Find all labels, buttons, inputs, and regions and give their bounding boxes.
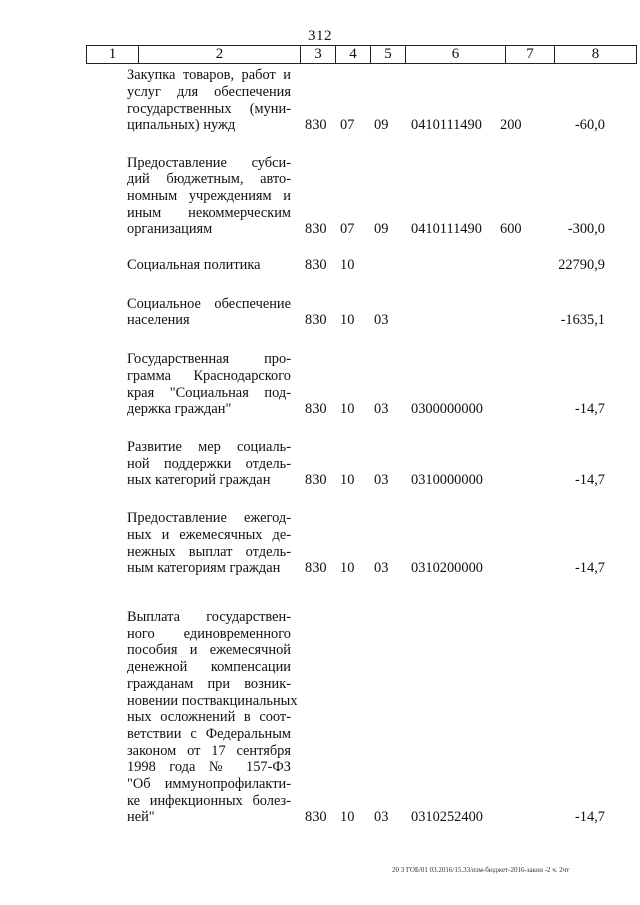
table-row xyxy=(0,489,640,577)
row-admin-code: 830 xyxy=(305,472,327,489)
row-name-line: ней" xyxy=(127,809,155,826)
row-name-line: ке инфекционных болез- xyxy=(127,792,291,809)
row-name-line: услуг для обеспечения xyxy=(127,83,291,100)
row-name xyxy=(127,257,291,274)
row-amount: 22790,9 xyxy=(558,257,605,274)
row-section: 10 xyxy=(340,560,355,577)
row-name xyxy=(127,296,291,329)
row-name-line: денежной компенсации xyxy=(127,659,291,676)
row-target-article: 0310252400 xyxy=(411,809,483,826)
row-target-article: 0410111490 xyxy=(411,221,482,238)
header-col-6: 6 xyxy=(406,46,506,64)
row-name-line: нежных выплат отдель- xyxy=(127,543,291,560)
table-row xyxy=(0,134,640,238)
row-subsection: 09 xyxy=(374,221,389,238)
row-name-line: ной поддержки отдель- xyxy=(127,455,291,472)
row-section: 10 xyxy=(340,809,355,826)
row-section: 10 xyxy=(340,312,355,329)
row-name xyxy=(127,439,291,489)
table-row xyxy=(0,62,640,134)
row-name xyxy=(127,67,291,134)
row-target-article: 0300000000 xyxy=(411,401,483,418)
row-name-line: пособия и ежемесячной xyxy=(127,642,291,659)
row-amount: -14,7 xyxy=(575,401,605,418)
row-name-line: держка граждан" xyxy=(127,401,232,418)
header-col-5: 5 xyxy=(371,46,406,64)
row-section: 10 xyxy=(340,401,355,418)
header-col-8: 8 xyxy=(555,46,637,64)
row-name-line: ного единовременного xyxy=(127,625,291,642)
header-col-3: 3 xyxy=(301,46,336,64)
row-section: 10 xyxy=(340,257,355,274)
document-footer-code: 20 3 ГОБ/01 03.2016/15.33/изм-бюджет-2016-закон -2 ч. 2чт xyxy=(392,866,570,874)
row-name-line: грамма Краснодарского xyxy=(127,367,291,384)
budget-table-body xyxy=(0,62,640,826)
row-name-line: дий бюджетным, авто- xyxy=(127,171,291,188)
row-target-article: 0410111490 xyxy=(411,117,482,134)
row-admin-code: 830 xyxy=(305,312,327,329)
row-name-line: Закупка товаров, работ и xyxy=(127,67,291,84)
table-row xyxy=(0,274,640,329)
page-number: 312 xyxy=(308,28,332,44)
row-name-line: Предоставление ежегод- xyxy=(127,510,291,527)
row-expense-type: 200 xyxy=(500,117,522,134)
row-name xyxy=(127,510,291,577)
row-name-line: законом от 17 сентября xyxy=(127,742,291,759)
row-name xyxy=(127,351,291,418)
row-target-article: 0310000000 xyxy=(411,472,483,489)
header-col-4: 4 xyxy=(336,46,371,64)
header-col-7: 7 xyxy=(506,46,555,64)
row-name-line: ветствии с Федеральным xyxy=(127,725,291,742)
row-name-line: ных категорий граждан xyxy=(127,472,271,489)
row-admin-code: 830 xyxy=(305,560,327,577)
table-row xyxy=(0,238,640,274)
row-amount: -300,0 xyxy=(567,221,605,238)
row-name-line: Социальное обеспечение xyxy=(127,295,291,312)
row-name-line: населения xyxy=(127,312,190,329)
row-amount: -14,7 xyxy=(575,809,605,826)
row-name-line: Выплата государствен- xyxy=(127,609,291,626)
row-subsection: 03 xyxy=(374,312,389,329)
header-col-2: 2 xyxy=(139,46,301,64)
row-name-line: государственных (муни- xyxy=(127,100,291,117)
row-name xyxy=(127,155,291,238)
row-subsection: 03 xyxy=(374,472,389,489)
table-row xyxy=(0,418,640,489)
row-section: 07 xyxy=(340,117,355,134)
row-admin-code: 830 xyxy=(305,257,327,274)
row-name-line: края "Социальная под- xyxy=(127,384,291,401)
row-admin-code: 830 xyxy=(305,809,327,826)
row-name-line: организациям xyxy=(127,221,213,238)
row-name-line: гражданам при возник- xyxy=(127,675,291,692)
row-subsection: 09 xyxy=(374,117,389,134)
row-section: 07 xyxy=(340,221,355,238)
row-admin-code: 830 xyxy=(305,221,327,238)
table-row xyxy=(0,329,640,418)
row-name-line: Государственная про- xyxy=(127,351,291,368)
row-admin-code: 830 xyxy=(305,401,327,418)
row-target-article: 0310200000 xyxy=(411,560,483,577)
row-name-line: новении поствакцинальных xyxy=(127,692,298,709)
header-col-1: 1 xyxy=(87,46,139,64)
row-name-line: Развитие мер социаль- xyxy=(127,438,291,455)
row-section: 10 xyxy=(340,472,355,489)
row-name-line: номным учреждениям и xyxy=(127,187,291,204)
row-amount: -14,7 xyxy=(575,560,605,577)
row-name-line: Социальная политика xyxy=(127,257,261,274)
row-name-line: иным некоммерческим xyxy=(127,204,291,221)
row-expense-type: 600 xyxy=(500,221,522,238)
row-name-line: "Об иммунопрофилакти- xyxy=(127,775,291,792)
row-name-line: 1998 года № 157-ФЗ xyxy=(127,759,291,776)
table-row xyxy=(0,577,640,826)
row-name-line: ных осложнений в соот- xyxy=(127,709,291,726)
row-name-line: Предоставление субси- xyxy=(127,154,291,171)
row-amount: -1635,1 xyxy=(560,312,605,329)
row-subsection: 03 xyxy=(374,560,389,577)
row-admin-code: 830 xyxy=(305,117,327,134)
row-name-line: ных и ежемесячных де- xyxy=(127,526,291,543)
row-name-line: ным категориям граждан xyxy=(127,560,281,577)
row-amount: -60,0 xyxy=(575,117,605,134)
row-amount: -14,7 xyxy=(575,472,605,489)
row-name-line: ципальных) нужд xyxy=(127,117,236,134)
row-subsection: 03 xyxy=(374,401,389,418)
row-name xyxy=(127,609,298,826)
row-subsection: 03 xyxy=(374,809,389,826)
